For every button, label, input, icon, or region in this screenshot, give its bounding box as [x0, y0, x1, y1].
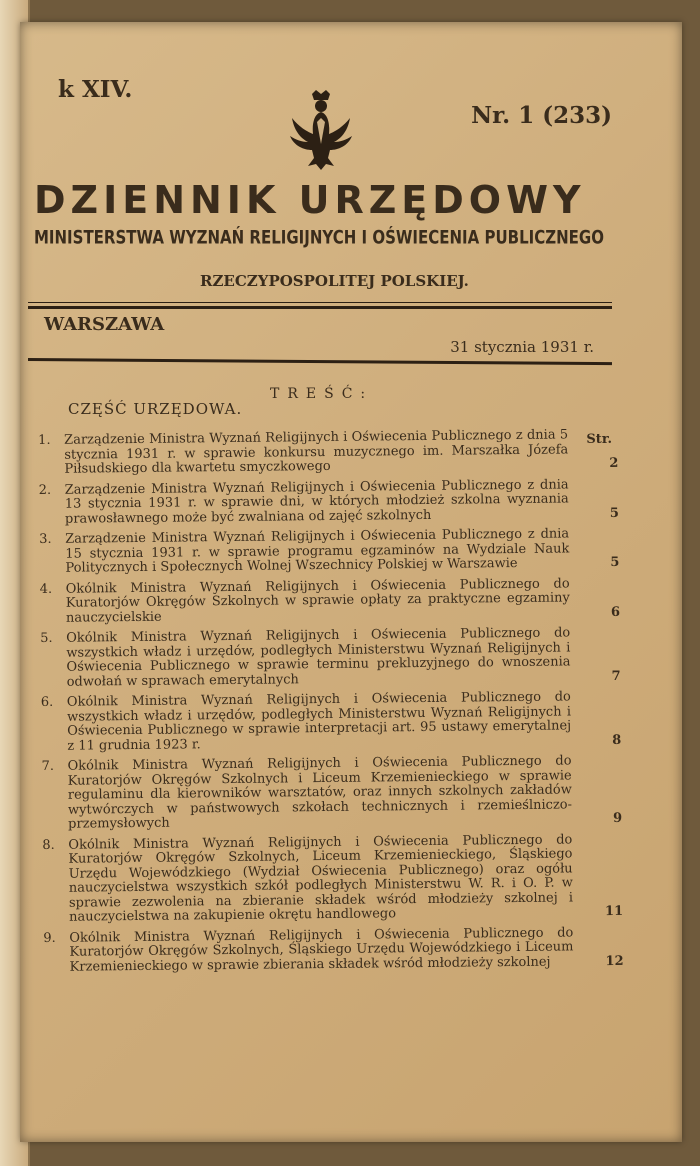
- entry-text: Okólnik Ministra Wyznań Religijnych i Oświecenia Publicznego do Kuratorjów Okręgów Szkolnych, Śląskiego Urzędu Wojewódzkiego i Liceum Krzemienieckiego w sprawie zbierania składek wśród młodzieży szkolnej: [69, 924, 574, 975]
- issue-date: 31 stycznia 1931 r.: [450, 338, 594, 356]
- list-item: [39, 477, 619, 527]
- section-heading: CZĘŚĆ URZĘDOWA.: [68, 400, 243, 418]
- ministry-subtitle: MINISTERSTWA WYZNAŃ RELIGIJNYCH I OŚWIECENIA PUBLICZNEGO: [34, 225, 604, 249]
- entry-number: 2.: [38, 482, 52, 498]
- divider-top: [28, 302, 612, 303]
- entry-number: 7.: [41, 758, 55, 774]
- entry-text: Okólnik Ministra Wyznań Religijnych i Oświecenia Publicznego do wszystkich władz i urzędów, podległych Ministerstwu Wyznań Religijnych i Oświecenia Publicznego w sprawie terminu prekluzyjnego do wnoszenia odwołań w sprawach emerytalnych: [66, 625, 571, 690]
- list-item: [41, 754, 622, 833]
- entry-number: 1.: [38, 432, 51, 448]
- entry-number: 9.: [43, 930, 56, 946]
- entry-text: Okólnik Ministra Wyznań Religijnych i Oświecenia Publicznego do Kuratorjów Okręgów Szkolnych, Liceum Krzemienieckiego, Śląskiego Urzędu Wojewódzkiego (Wydział Oświecenia Publicznego) oraz ogółu nauczycielstwa wszystkich szkół podległych Ministerstwu W. R. i O. P. w sprawie zezwolenia na zbieranie składek wśród młodzieży szkolnej i nauczycielstwa na zakupienie okrętu handlowego: [68, 831, 574, 925]
- eagle-emblem-icon: [282, 88, 360, 174]
- entry-number: 8.: [42, 837, 55, 853]
- republic-subtitle: RZECZYPOSPOLITEJ POLSKIEJ.: [200, 272, 469, 290]
- entry-number: 3.: [39, 531, 52, 547]
- entry-page: 9: [612, 810, 623, 826]
- list-item: [40, 626, 621, 690]
- entry-page: 11: [604, 903, 624, 920]
- entry-number: 6.: [40, 694, 54, 710]
- list-item: [40, 576, 620, 626]
- entry-page: 7: [611, 668, 621, 684]
- table-of-contents: [38, 422, 624, 981]
- list-item: [38, 428, 618, 478]
- entry-page: 12: [605, 953, 624, 969]
- entry-text: Zarządzenie Ministra Wyznań Religijnych i Oświecenia Publicznego z dnia 5 stycznia 1931 r. w sprawie konkursu muzycznego im. Marszałka Józefa Piłsudskiego dla kwartetu smyczkowego: [64, 427, 569, 477]
- entry-page: 5: [609, 505, 619, 521]
- city-label: WARSZAWA: [44, 314, 165, 335]
- entry-number: 4.: [39, 581, 53, 597]
- contents-heading: TREŚĆ:: [270, 386, 374, 402]
- issue-number: Nr. 1 (233): [471, 102, 612, 129]
- entry-page: 5: [610, 554, 620, 571]
- entry-page: 2: [609, 455, 619, 472]
- entry-text: Okólnik Ministra Wyznań Religijnych i Oświecenia Publicznego do Kuratorjów Okręgów Szkolnych i Liceum Krzemienieckiego w sprawie regulaminu dla kierowników warsztatów, oraz innych szkolnych zakładów wytwórczych w państwowych szkołach technicznych i rzemieślniczo-przemysłowych: [67, 753, 573, 832]
- page-title: DZIENNIK URZĘDOWY: [34, 178, 586, 222]
- entry-page: 8: [612, 732, 622, 748]
- list-item: [39, 527, 619, 577]
- entry-text: Zarządzenie Ministra Wyznań Religijnych i Oświecenia Publicznego z dnia 15 stycznia 1931 r. w sprawie programu egzaminów na Wydziale Nauk Politycznych i Społecznych Wolnej Wszechnicy Polskiej w Warszawie: [65, 526, 570, 576]
- list-item: [41, 690, 622, 754]
- list-item: [43, 925, 623, 975]
- volume-number: k XIV.: [58, 76, 133, 103]
- entry-text: Okólnik Ministra Wyznań Religijnych i Oświecenia Publicznego do wszystkich władz i urzędów, podległych Ministerstwu Wyznań Religijnych i Oświecenia Publicznego w sprawie interpretacji art. 95 ustawy emerytalnej z 11 grudnia 1923 r.: [66, 689, 572, 754]
- divider-top-bold: [28, 306, 612, 309]
- page-column-label: Str.: [586, 432, 612, 447]
- entry-number: 5.: [40, 630, 53, 646]
- list-item: [42, 832, 623, 925]
- entry-text: Okólnik Ministra Wyznań Religijnych i Oświecenia Publicznego do Kuratorjów Okręgów Szkolnych w sprawie opłaty za praktyczne egzaminy nauczycielskie: [65, 575, 570, 626]
- entry-text: Zarządzenie Ministra Wyznań Religijnych i Oświecenia Publicznego z dnia 13 stycznia 1931 r. w sprawie dni, w których młodzież szkolna wyznania prawosławnego może być zwalniana od zajęć szkolnych: [64, 476, 569, 527]
- entry-page: 6: [610, 604, 621, 620]
